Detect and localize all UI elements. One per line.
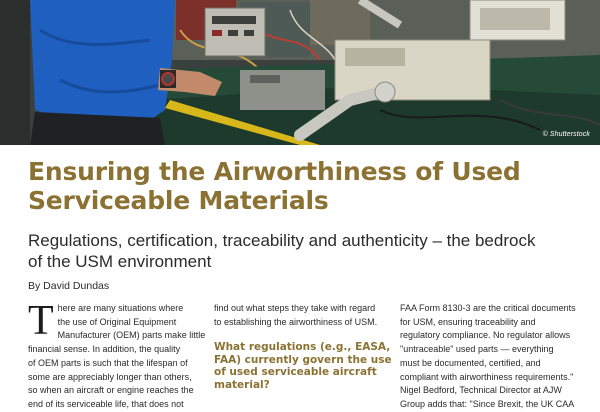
- body-line: "untraceable" used parts — everything: [400, 344, 554, 355]
- body-line: the use of Original Equipment: [57, 316, 177, 327]
- question-heading-line: FAA) currently govern the use: [214, 353, 392, 366]
- body-line: to establishing the airworthiness of USM.: [214, 316, 378, 327]
- article-subtitle-line-2: of the USM environment: [28, 252, 212, 271]
- hero-photo-drawing: [0, 0, 600, 145]
- body-line: end of its serviceable life, that does not: [28, 398, 184, 409]
- body-line: for USM, ensuring traceability and: [400, 316, 536, 327]
- photo-credit: © Shutterstock: [542, 131, 590, 138]
- body-line: financial sense. In addition, the quality: [28, 344, 181, 355]
- body-line: compliant with airworthiness requirements.": [400, 371, 574, 382]
- article-title-line-1: Ensuring the Airworthiness of Used: [28, 157, 521, 186]
- article-subtitle-line-1: Regulations, certification, traceability and authenticity – the bedrock: [28, 231, 536, 250]
- question-heading-line: of used serviceable aircraft: [214, 366, 377, 379]
- body-line: some are appreciably longer than others,: [28, 371, 192, 382]
- question-heading-line: material?: [214, 378, 270, 391]
- body-line: of OEM parts is such that the lifespan of: [28, 357, 188, 368]
- hero-photo: [0, 0, 600, 145]
- article-subtitle: [28, 230, 598, 272]
- question-heading-line: What regulations (e.g., EASA,: [214, 341, 391, 354]
- body-line: must be documented, certified, and: [400, 357, 541, 368]
- body-column-1: [28, 298, 206, 412]
- question-heading: [214, 341, 392, 391]
- body-column-3: [400, 302, 580, 412]
- body-line: Manufacturer (OEM) parts make little: [57, 330, 206, 341]
- body-column-2: [214, 302, 392, 391]
- article-title-line-2: Serviceable Materials: [28, 186, 329, 215]
- body-line: so when an aircraft or engine reaches the: [28, 385, 194, 396]
- body-line: FAA Form 8130-3 are the critical documents: [400, 303, 576, 313]
- body-line: Nigel Bedford, Technical Director at AJW: [400, 385, 562, 396]
- body-line: regulatory compliance. No regulator allows: [400, 330, 571, 341]
- drop-cap: T: [28, 298, 54, 344]
- body-line: find out what steps they take with regard: [214, 303, 376, 313]
- body-line: here are many situations where: [57, 303, 184, 313]
- body-line: Group adds that: "Since Brexit, the UK CAA: [400, 398, 575, 409]
- article-title: [28, 157, 588, 215]
- byline: By David Dundas: [28, 280, 110, 292]
